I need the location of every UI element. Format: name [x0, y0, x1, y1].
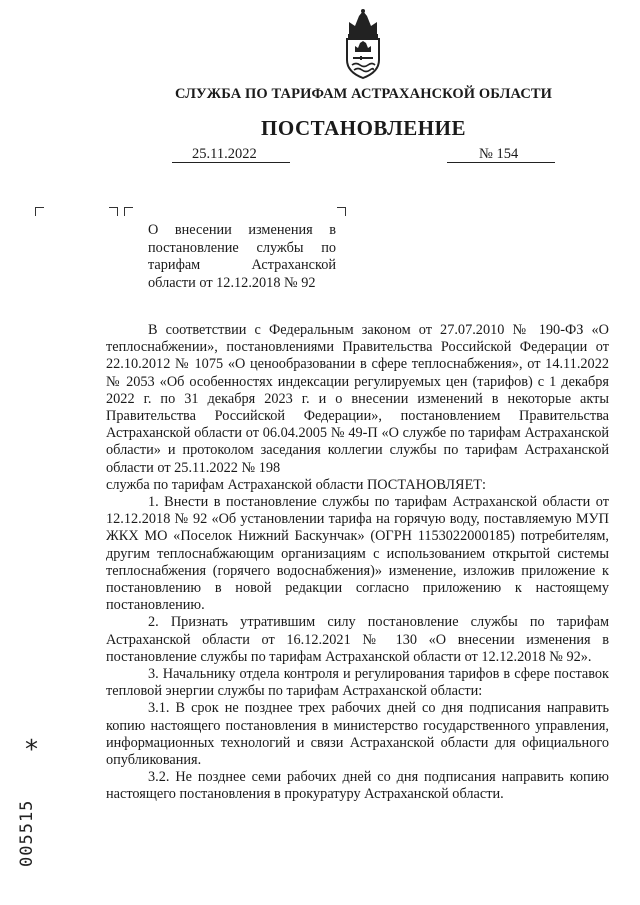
corner-mark: [109, 207, 118, 216]
margin-serial-number: 005515: [17, 799, 37, 867]
organization-name: СЛУЖБА ПО ТАРИФАМ АСТРАХАНСКОЙ ОБЛАСТИ: [174, 86, 553, 102]
item-3-paragraph: 3. Начальнику отдела контроля и регулирования тарифов в сфере поставок тепловой энергии службы по тарифам Астраханской области:: [106, 666, 609, 700]
corner-mark: [337, 207, 346, 216]
item-1-paragraph: 1. Внести в постановление службы по тарифам Астраханской области от 12.12.2018 № 92 «Об установлении тарифа на горячую воду, поставляемую МУП ЖКХ МО «Поселок Нижний Баскунчак» (ОГРН 1153022000185) потребителям, другим теплоснабжающим организациям с использованием открытой системы теплоснабжения (горячего водоснабжения)» изменение, изложив приложение к постановлению в новой редакции согласно приложению к настоящему постановлению.: [106, 494, 609, 614]
document-type: ПОСТАНОВЛЕНИЕ: [261, 116, 466, 140]
resolution-statement: служба по тарифам Астраханской области ПОСТАНОВЛЯЕТ:: [106, 476, 487, 493]
coat-of-arms-icon: [339, 8, 387, 80]
document-date: 25.11.2022: [172, 146, 290, 163]
document-body: [106, 322, 609, 804]
item-3-1-paragraph: 3.1. В срок не позднее трех рабочих дней со дня подписания направить копию настоящего постановления в министерство государственного управления, информационных технологий и связи Астраханской области для официального опубликования.: [106, 700, 609, 769]
document-number: № 154: [447, 146, 555, 163]
margin-star-mark: *: [25, 735, 38, 765]
item-3-2-paragraph: 3.2. Не позднее семи рабочих дней со дня подписания направить копию настоящего постановления в прокуратуру Астраханской области.: [106, 769, 609, 803]
preamble-paragraph: В соответствии с Федеральным законом от 27.07.2010 № 190-ФЗ «О теплоснабжении», постановлениями Правительства Российской Федерации от 22.10.2012 № 1075 «О ценообразовании в сфере теплоснабжения», от 14.11.2022 № 2053 «Об особенностях индексации регулируемых цен (тарифов) с 1 декабря 2022 г. по 31 декабря 2023 г. и о внесении изменений в некоторые акты Правительства Российской Федерации», постановлением Правительства Астраханской области от 06.04.2005 № 49-П «О службе по тарифам Астраханской области» и протоколом заседания коллегии службы по тарифам Астраханской области от 25.11.2022 № 198: [106, 322, 609, 476]
corner-mark: [124, 207, 133, 216]
corner-mark: [35, 207, 44, 216]
item-2-paragraph: 2. Признать утратившим силу постановление службы по тарифам Астраханской области от 16.12.2021 № 130 «О внесении изменения в постановление службы по тарифам Астраханской области от 12.12.2018 № 92».: [106, 614, 609, 665]
document-subject: О внесении изменения в постановление службы по тарифам Астраханской области от 12.12.2018 № 92: [148, 222, 336, 291]
